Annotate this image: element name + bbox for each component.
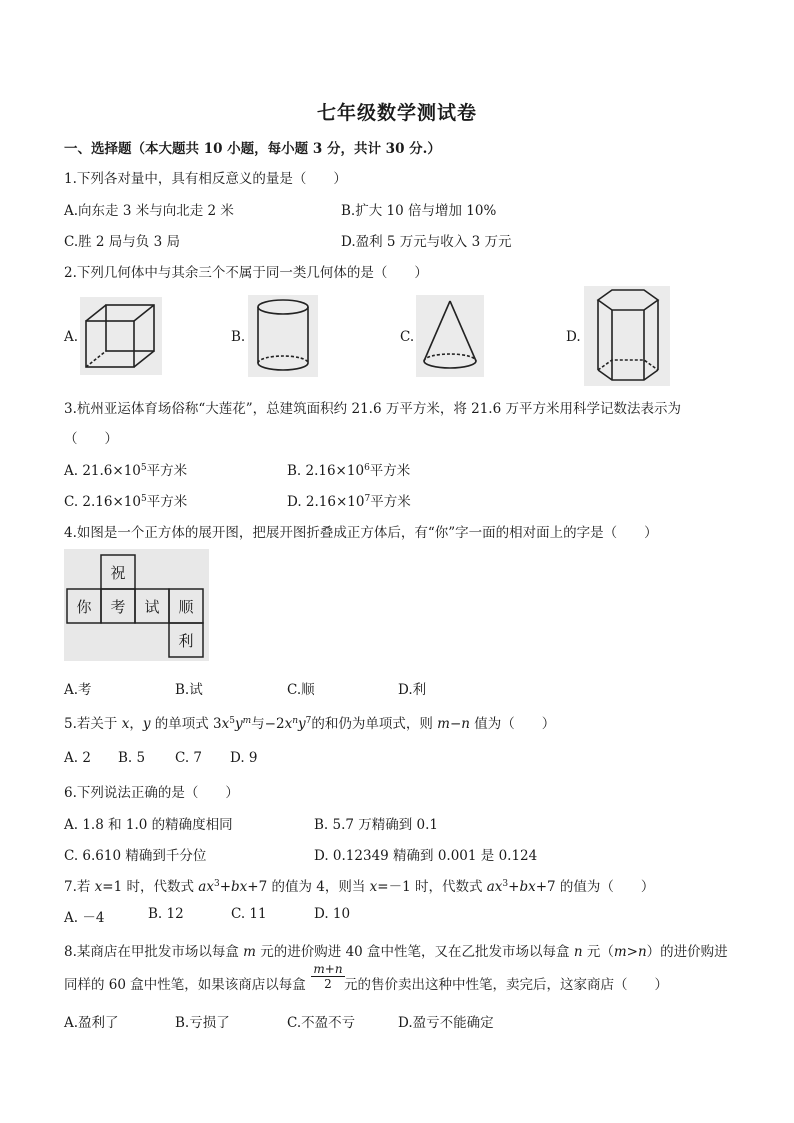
q8-text: 元（ <box>582 944 614 960</box>
q7-text: + <box>219 879 231 895</box>
q3-c-base: C. 2.16×10 <box>64 494 141 510</box>
net-cell-3: 试 <box>144 598 160 616</box>
q4-option-c: C.顺 <box>287 682 315 698</box>
q2-option-a: A. <box>64 329 79 345</box>
q7-text: +7 的值为（ ） <box>535 879 655 895</box>
q3-d-unit: 平方米 <box>370 494 411 510</box>
q2-option-c: C. <box>400 329 415 345</box>
q7-text: + <box>508 879 520 895</box>
question-7-stem <box>64 875 654 895</box>
q7-option-c: C. 11 <box>231 906 267 922</box>
q8-option-c: C.不盈不亏 <box>287 1015 356 1031</box>
q5-text: 值为（ ） <box>469 716 556 732</box>
q7-text: =－1 时，代数式 <box>377 879 487 895</box>
q6-option-c: C. 6.610 精确到千分位 <box>64 848 207 864</box>
q3-option-a <box>64 459 187 479</box>
q8-text: 同样的 60 盒中性笔，如果该商店以每盒 <box>64 977 311 993</box>
q7-exponent: 3 <box>502 879 509 889</box>
q3-a-base: A. 21.6×10 <box>64 463 141 479</box>
net-cell-bottom: 利 <box>178 632 194 650</box>
q8-option-a: A.盈利了 <box>64 1015 119 1031</box>
q8-text: 8.某商店在甲批发市场以每盒 <box>64 944 244 960</box>
q4-option-d: D.利 <box>398 682 427 698</box>
q8-text: 元的售价卖出这种中性笔，卖完后，这家商店（ ） <box>344 977 669 993</box>
net-cell-1: 你 <box>76 598 92 616</box>
q5-option-b: B. 5 <box>118 750 146 766</box>
q5-term1-x: x <box>221 716 230 732</box>
q5-term1-y: y <box>234 716 243 732</box>
q3-c-exponent: 5 <box>140 494 147 504</box>
q8-text: ）的进价购进 <box>646 944 728 960</box>
q3-option-b <box>287 459 410 479</box>
q5-option-d: D. 9 <box>230 750 258 766</box>
q3-d-exponent: 7 <box>364 494 371 504</box>
q5-term2-y-exp: 7 <box>305 716 312 726</box>
q4-option-b: B.试 <box>175 682 203 698</box>
q3-b-exponent: 6 <box>364 463 370 473</box>
question-3-stem-cont: （ ） <box>64 431 118 447</box>
q5-text: 的单项式 3 <box>150 716 222 732</box>
q5-var-y: y <box>142 716 151 732</box>
q7-option-b: B. 12 <box>148 906 184 922</box>
question-8-stem-line2 <box>64 973 668 993</box>
q8-condition: m>n <box>613 944 647 960</box>
q3-b-unit: 平方米 <box>369 463 411 479</box>
q8-var-n: n <box>573 944 583 960</box>
q1-option-b: B.扩大 10 倍与增加 10% <box>341 203 497 219</box>
page-title: 七年级数学测试卷 <box>316 102 477 124</box>
q8-fraction-numerator: m+n <box>311 962 345 977</box>
q5-option-c: C. 7 <box>175 750 203 766</box>
q5-text: ， <box>129 716 143 732</box>
q7-term-bx: bx <box>519 879 536 895</box>
q5-expression: m−n <box>437 716 470 732</box>
q3-a-unit: 平方米 <box>146 463 188 479</box>
question-1-stem: 1.下列各对量中，具有相反意义的量是（ ） <box>64 171 347 187</box>
q5-term2-x: x <box>284 716 293 732</box>
question-6-stem: 6.下列说法正确的是（ ） <box>64 785 239 801</box>
cube-figure <box>80 297 162 375</box>
q7-exponent: 3 <box>213 879 220 889</box>
q7-term-ax: ax <box>198 879 214 895</box>
q3-option-c <box>64 490 187 510</box>
q5-term1-x-exp: 5 <box>229 716 235 726</box>
q3-a-exponent: 5 <box>140 463 147 473</box>
q5-option-a: A. 2 <box>64 750 91 766</box>
q8-option-b: B.亏损了 <box>175 1015 230 1031</box>
q5-term2-y: y <box>298 716 306 732</box>
q3-option-d <box>287 490 411 510</box>
q7-option-a: A. －4 <box>64 910 105 926</box>
question-3-stem: 3.杭州亚运体育场俗称“大莲花”，总建筑面积约 21.6 万平方米，将 21.6 万平方米用科学记数法表示为 <box>64 401 681 417</box>
q6-option-a: A. 1.8 和 1.0 的精确度相同 <box>64 817 233 833</box>
q5-text: 的和仍为单项式，则 <box>311 716 438 732</box>
q1-option-c: C.胜 2 局与负 3 局 <box>64 234 180 250</box>
q6-option-b: B. 5.7 万精确到 0.1 <box>314 817 439 833</box>
q4-option-a: A.考 <box>64 682 92 698</box>
q5-text: 5.若关于 <box>64 716 118 732</box>
q7-text: +7 的值为 4，则当 <box>247 879 370 895</box>
q5-text: 与−2 <box>251 716 285 732</box>
q7-var-x: x <box>369 879 378 895</box>
q7-term-bx: bx <box>231 879 248 895</box>
cylinder-figure <box>248 295 318 377</box>
q8-fraction-denominator: 2 <box>324 977 332 991</box>
net-cell-top: 祝 <box>110 564 126 582</box>
q1-option-d: D.盈利 5 万元与收入 3 万元 <box>341 234 512 250</box>
q8-fraction <box>311 962 345 991</box>
q7-var-x: x <box>94 879 103 895</box>
question-5-stem <box>64 712 555 732</box>
question-4-stem: 4.如图是一个正方体的展开图，把展开图折叠成正方体后，有“你”字一面的相对面上的字是（ ） <box>64 525 658 541</box>
q7-option-d: D. 10 <box>314 906 351 922</box>
question-8-stem-line1 <box>64 940 728 960</box>
q5-var-x: x <box>121 716 130 732</box>
cone-figure <box>416 295 484 377</box>
q1-option-a: A.向东走 3 米与向北走 2 米 <box>64 203 234 219</box>
q2-option-b: B. <box>231 329 246 345</box>
q3-d-base: D. 2.16×10 <box>287 494 365 510</box>
q3-c-unit: 平方米 <box>146 494 188 510</box>
q3-b-base: B. 2.16×10 <box>287 463 365 479</box>
q6-option-d: D. 0.12349 精确到 0.001 是 0.124 <box>314 848 538 864</box>
q7-term-ax: ax <box>486 879 503 895</box>
q5-term1-y-exp: m <box>242 716 252 726</box>
q8-var-m: m <box>243 944 256 960</box>
net-cell-4: 顺 <box>178 598 194 616</box>
cube-net-figure <box>64 549 209 661</box>
q2-option-d: D. <box>566 329 581 345</box>
q8-text: 元的进价购进 40 盒中性笔，又在乙批发市场以每盒 <box>255 944 574 960</box>
net-cell-2: 考 <box>110 598 126 616</box>
prism-figure <box>584 286 670 386</box>
question-2-stem: 2.下列几何体中与其余三个不属于同一类几何体的是（ ） <box>64 265 428 281</box>
q5-term2-x-exp: n <box>292 716 298 726</box>
q7-text: =1 时，代数式 <box>102 879 199 895</box>
q7-text: 7.若 <box>64 879 95 895</box>
section-heading: 一、选择题（本大题共 10 小题，每小题 3 分，共计 30 分.） <box>64 141 441 157</box>
q8-option-d: D.盈亏不能确定 <box>398 1015 494 1031</box>
